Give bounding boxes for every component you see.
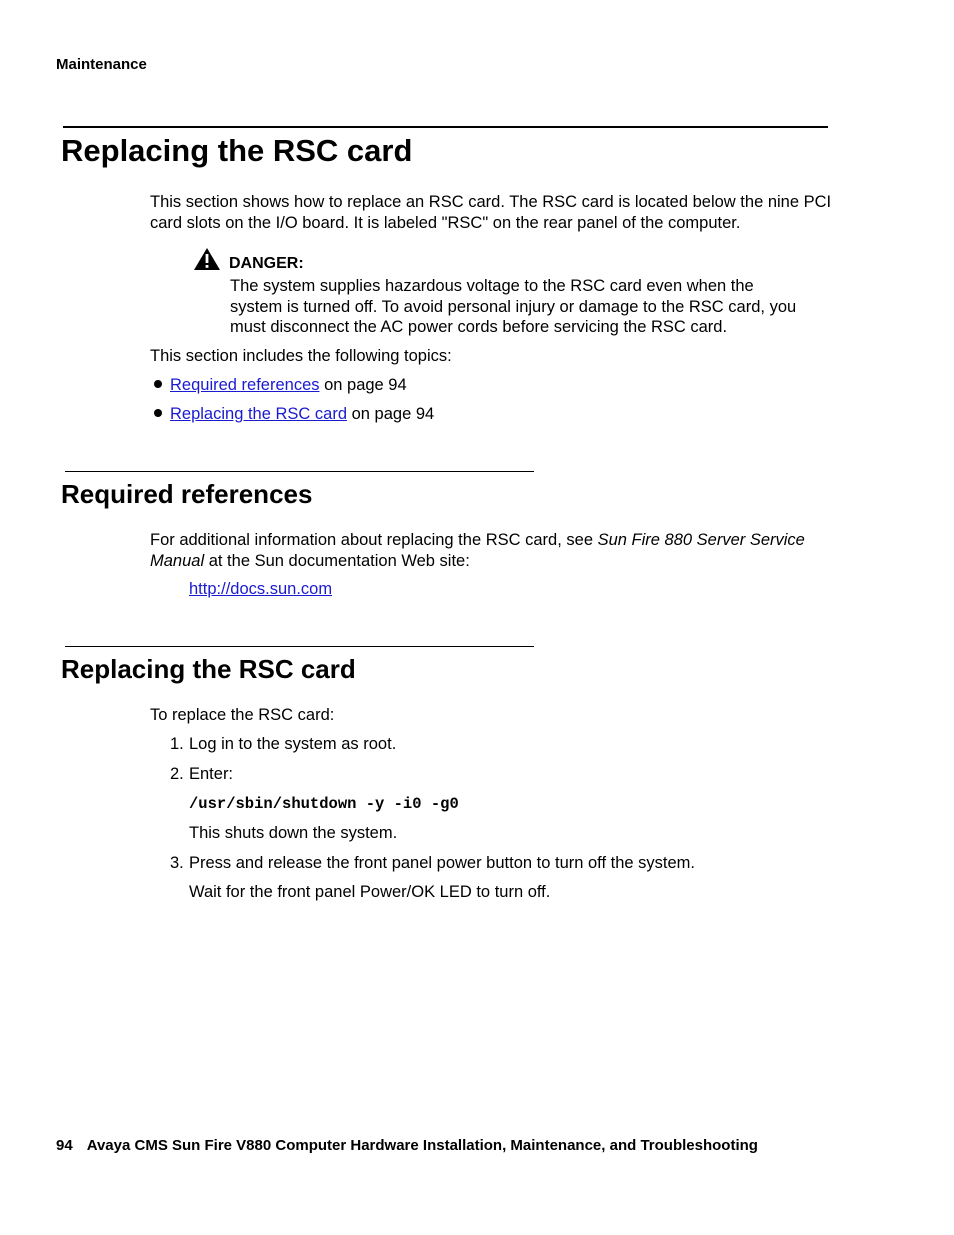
section-rule bbox=[65, 471, 534, 472]
warning-triangle-icon bbox=[193, 247, 221, 271]
page-number: 94 bbox=[56, 1137, 73, 1154]
danger-text: The system supplies hazardous voltage to the RSC card even when the system is turned off. To avoid personal injury or damage to the RSC card, you must disconnect the AC power cords before servicing the RSC card. bbox=[230, 277, 797, 336]
topic-suffix: on page 94 bbox=[319, 376, 407, 394]
step-number: 2. bbox=[170, 765, 184, 783]
section-rule bbox=[65, 646, 534, 647]
step-text: Log in to the system as root. bbox=[189, 735, 397, 753]
references-paragraph bbox=[150, 530, 840, 572]
bullet-icon bbox=[154, 380, 162, 388]
step-number: 3. bbox=[170, 854, 184, 872]
page-footer bbox=[56, 1137, 758, 1154]
page-title: Replacing the RSC card bbox=[61, 133, 413, 168]
book-title-footer: Avaya CMS Sun Fire V880 Computer Hardware Installation, Maintenance, and Troubleshooting bbox=[86, 1137, 758, 1154]
section-heading-replacing: Replacing the RSC card bbox=[61, 654, 356, 684]
list-item bbox=[154, 405, 434, 424]
title-rule bbox=[63, 126, 828, 128]
topic-link-replacing-rsc-card[interactable]: Replacing the RSC card bbox=[170, 405, 348, 423]
step-number: 1. bbox=[170, 735, 184, 753]
step-note: Wait for the front panel Power/OK LED to turn off. bbox=[189, 883, 551, 901]
book-title: Sun Fire 880 Server Service Manual bbox=[150, 531, 805, 570]
command-code: /usr/sbin/shutdown -y -i0 -g0 bbox=[189, 795, 459, 813]
references-text-after: at the Sun documentation Web site: bbox=[204, 552, 470, 570]
step-text: Press and release the front panel power button to turn off the system. bbox=[189, 854, 695, 872]
running-header: Maintenance bbox=[56, 56, 147, 73]
topic-link-required-references[interactable]: Required references bbox=[170, 376, 320, 394]
step-text: Enter: bbox=[189, 765, 234, 783]
list-item bbox=[154, 376, 407, 395]
intro-paragraph: This section shows how to replace an RSC card. The RSC card is located below the nine PCI card slots on the I/O board. It is labeled "RSC" on the rear panel of the computer. bbox=[150, 193, 832, 232]
steps-intro: To replace the RSC card: bbox=[150, 706, 335, 724]
danger-label: DANGER: bbox=[229, 255, 304, 272]
topics-intro: This section includes the following topics: bbox=[150, 347, 452, 365]
references-text: For additional information about replacing the RSC card, see bbox=[150, 531, 598, 549]
section-heading-required-references: Required references bbox=[61, 479, 313, 509]
bullet-icon bbox=[154, 409, 162, 417]
topic-suffix: on page 94 bbox=[347, 405, 435, 423]
docs-url-link[interactable]: http://docs.sun.com bbox=[189, 580, 333, 598]
step-note: This shuts down the system. bbox=[189, 824, 398, 842]
